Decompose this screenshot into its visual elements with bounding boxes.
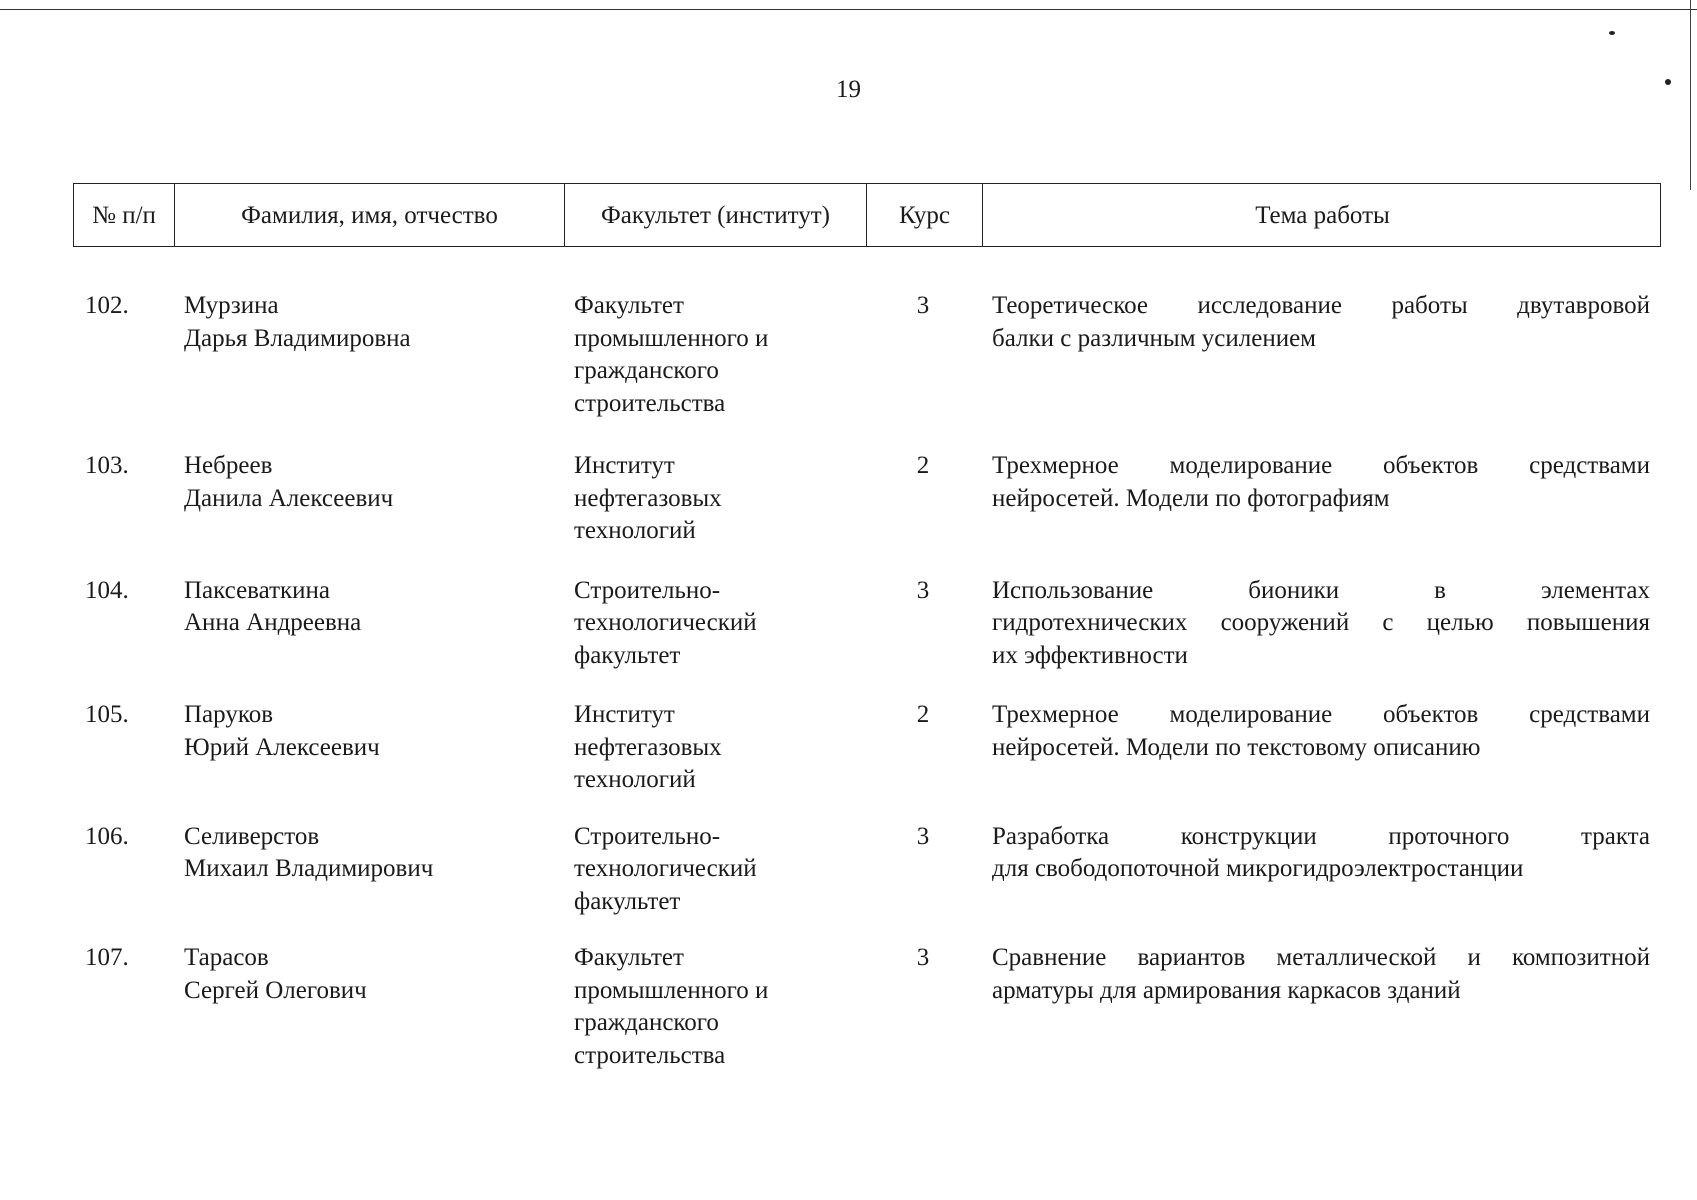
table-row xyxy=(73,575,1661,673)
faculty-line: промышленного и xyxy=(574,976,769,1004)
faculty-line: строительства xyxy=(574,389,726,417)
student-given-names: Данила Алексеевич xyxy=(184,484,394,512)
faculty-cell xyxy=(563,821,865,919)
topic-cell xyxy=(981,450,1661,548)
faculty-line: промышленного и xyxy=(574,324,769,352)
topic-line: их эффективности xyxy=(992,641,1188,669)
faculty-line: технологический xyxy=(574,609,757,636)
row-number: 107. xyxy=(85,944,129,971)
faculty-cell xyxy=(563,450,865,548)
student-name xyxy=(173,699,563,797)
topic-line: арматуры для армирования каркасов зданий xyxy=(992,976,1461,1004)
course-cell: 3 xyxy=(916,822,930,850)
faculty-line: нефтегазовых xyxy=(574,484,722,512)
student-given-names: Дарья Владимировна xyxy=(184,324,411,352)
faculty-cell xyxy=(563,290,865,420)
topic-line: Использование бионики в элементах xyxy=(992,576,1650,604)
student-given-names: Юрий Алексеевич xyxy=(184,733,380,761)
row-number: 103. xyxy=(85,452,129,479)
course-cell: 2 xyxy=(916,452,930,479)
faculty-line: строительства xyxy=(574,1041,726,1069)
faculty-line: технологий xyxy=(574,517,696,544)
page-number: 19 xyxy=(836,76,861,103)
header-name: Фамилия, имя, отчество xyxy=(174,184,564,246)
student-name xyxy=(173,821,563,919)
student-given-names: Анна Андреевна xyxy=(184,609,362,636)
row-number: 104. xyxy=(85,576,129,604)
header-num: № п/п xyxy=(92,201,156,229)
row-number: 102. xyxy=(85,292,129,319)
faculty-line: Строительно- xyxy=(574,822,721,850)
table-row xyxy=(73,699,1661,797)
students-table xyxy=(73,183,1661,1072)
header-topic: Тема работы xyxy=(982,184,1662,246)
row-number: 106. xyxy=(85,822,129,850)
topic-cell xyxy=(981,699,1661,797)
topic-cell xyxy=(981,290,1661,420)
topic-line: Трехмерное моделирование объектов средствами xyxy=(992,701,1650,728)
topic-line: для свободопоточной микрогидроэлектростанции xyxy=(992,855,1524,882)
student-given-names: Михаил Владимирович xyxy=(184,855,434,882)
topic-line: балки с различным усилением xyxy=(992,324,1316,352)
topic-line: нейросетей. Модели по фотографиям xyxy=(992,484,1390,512)
faculty-cell xyxy=(563,942,865,1072)
header-course: Курс xyxy=(866,184,982,246)
student-name xyxy=(173,290,563,420)
topic-cell xyxy=(981,575,1661,673)
course-cell: 3 xyxy=(916,944,930,971)
faculty-line: Институт xyxy=(574,452,675,479)
faculty-cell xyxy=(563,699,865,797)
table-row xyxy=(73,290,1661,420)
student-name xyxy=(173,575,563,673)
topic-cell xyxy=(981,942,1661,1072)
table-row xyxy=(73,450,1661,548)
faculty-line: факультет xyxy=(574,887,681,915)
student-name xyxy=(173,450,563,548)
topic-line: Разработка конструкции проточного тракта xyxy=(992,822,1650,850)
faculty-line: факультет xyxy=(574,641,681,669)
faculty-line: Факультет xyxy=(574,292,684,319)
scan-speck xyxy=(1609,31,1615,35)
topic-cell xyxy=(981,821,1661,919)
topic-line: Теоретическое исследование работы двутавровой xyxy=(992,292,1650,319)
student-surname: Тарасов xyxy=(184,944,269,971)
student-surname: Паруков xyxy=(184,701,274,728)
faculty-line: нефтегазовых xyxy=(574,733,722,761)
faculty-line: Строительно- xyxy=(574,576,721,604)
topic-line: гидротехнических сооружений с целью повышения xyxy=(992,609,1650,636)
topic-line: нейросетей. Модели по текстовому описанию xyxy=(992,733,1481,761)
faculty-cell xyxy=(563,575,865,673)
faculty-line: гражданского xyxy=(574,1009,719,1036)
row-number: 105. xyxy=(85,701,129,728)
header-faculty: Факультет (институт) xyxy=(564,184,866,246)
student-surname: Небреев xyxy=(184,452,273,479)
faculty-line: Факультет xyxy=(574,944,684,971)
faculty-line: Институт xyxy=(574,701,675,728)
faculty-line: гражданского xyxy=(574,357,719,384)
course-cell: 3 xyxy=(916,292,930,319)
table-header xyxy=(73,183,1661,247)
student-surname: Мурзина xyxy=(184,292,279,319)
top-border-line xyxy=(0,9,1697,10)
student-name xyxy=(173,942,563,1072)
faculty-line: технологий xyxy=(574,766,696,793)
course-cell: 3 xyxy=(916,576,930,604)
course-cell: 2 xyxy=(916,701,930,728)
table-row xyxy=(73,942,1661,1072)
faculty-line: технологический xyxy=(574,855,757,882)
student-surname: Селиверстов xyxy=(184,822,320,850)
table-body xyxy=(73,290,1661,1072)
student-given-names: Сергей Олегович xyxy=(184,976,367,1004)
table-row xyxy=(73,821,1661,919)
topic-line: Трехмерное моделирование объектов средствами xyxy=(992,452,1650,479)
student-surname: Паксеваткина xyxy=(184,576,331,604)
topic-line: Сравнение вариантов металлической и композитной xyxy=(992,944,1650,971)
